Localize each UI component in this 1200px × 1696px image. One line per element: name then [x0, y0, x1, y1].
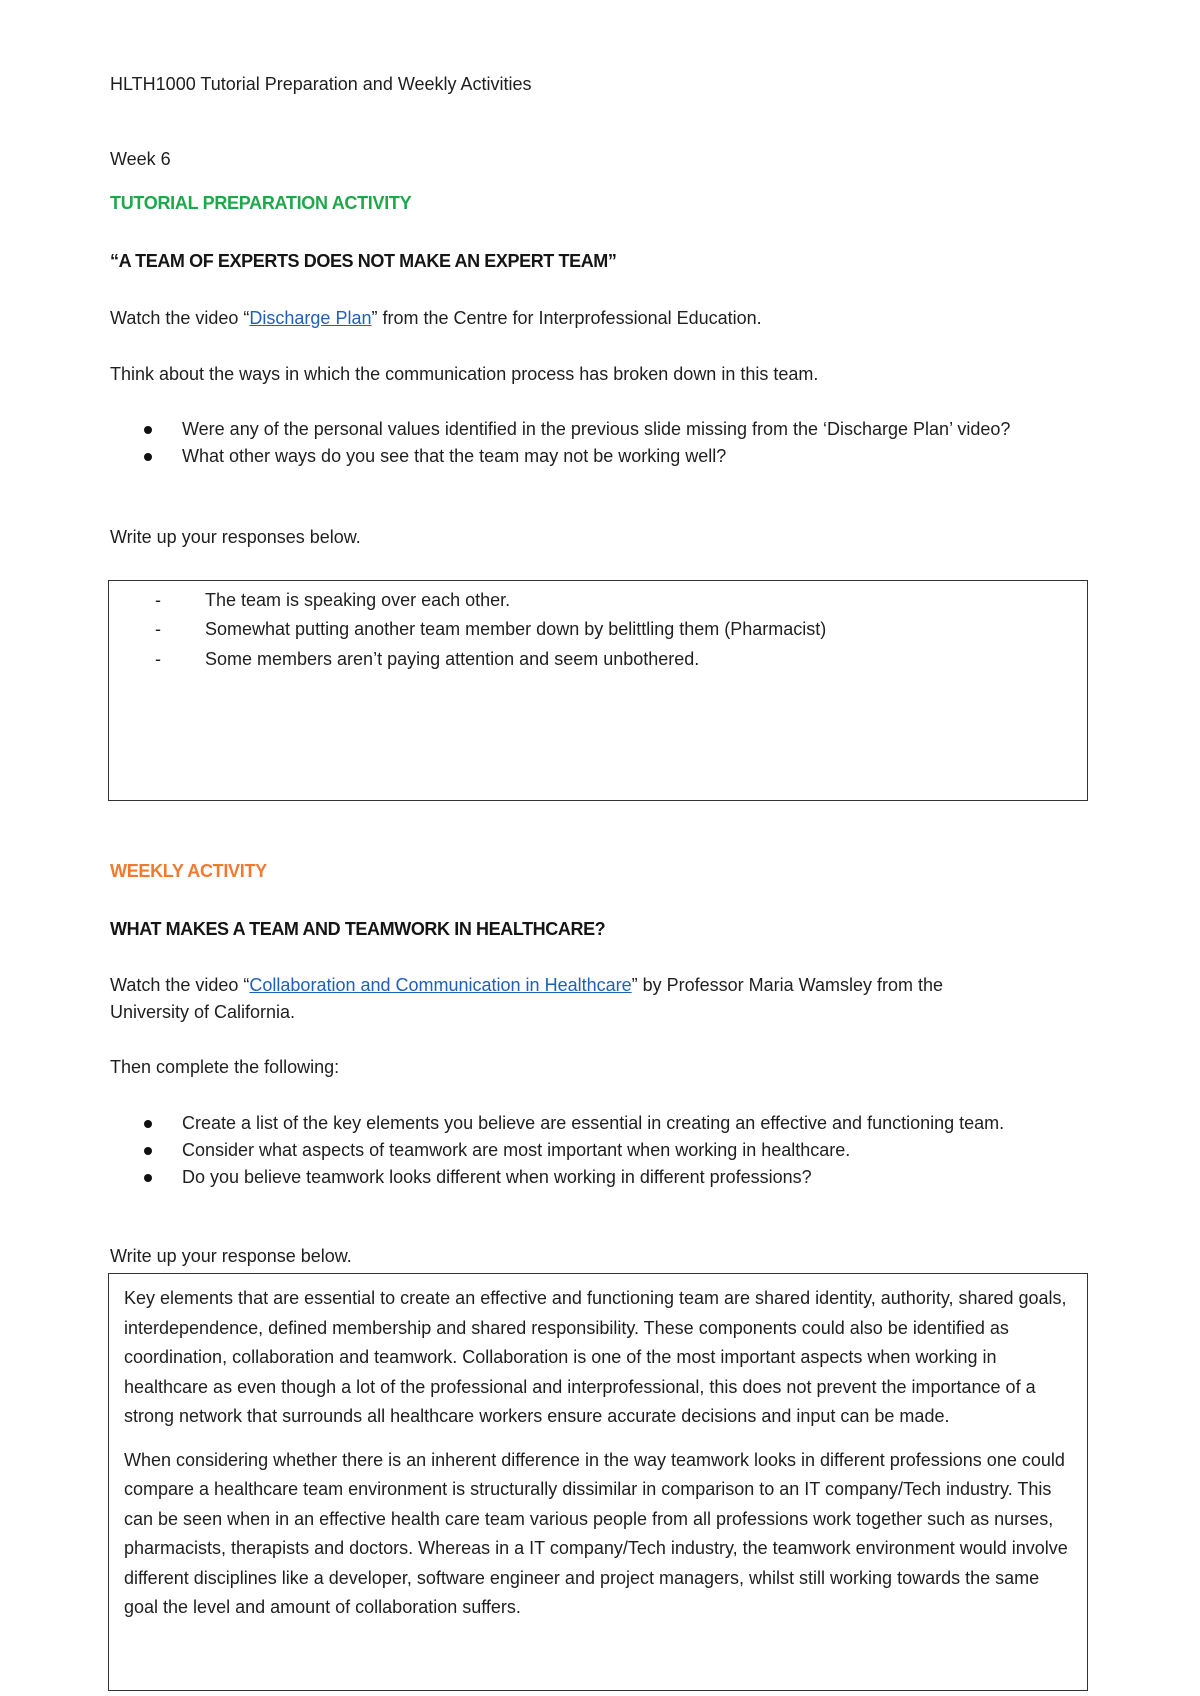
weekly-response-box[interactable]	[108, 1273, 1088, 1691]
watch-suffix: ” from the Centre for Interprofessional Education.	[371, 308, 762, 328]
response-item	[155, 619, 827, 640]
response-item	[155, 649, 700, 670]
tutorial-heading: “A TEAM OF EXPERTS DOES NOT MAKE AN EXPERT TEAM”	[110, 251, 617, 271]
week-label: Week 6	[110, 149, 171, 169]
response-paragraph: When considering whether there is an inherent difference in the way teamwork looks in different professions one could compare a healthcare team environment is structurally dissimilar in comparison to an IT company/Tech industry. This can be seen when in an effective health care team various people from all professions work together such as nurses, pharmacists, therapists and doctors. Whereas in a IT company/Tech industry, the teamwork environment would involve different disciplines like a developer, software engineer and project managers, whilst still working towards the same goal the level and amount of collaboration suffers.	[124, 1449, 1068, 1617]
tutorial-bullet-list	[110, 416, 1070, 470]
tutorial-watch-line	[110, 308, 762, 329]
discharge-plan-video-link[interactable]: Discharge Plan	[249, 308, 372, 328]
weekly-bullet-list	[110, 1110, 1070, 1191]
response-paragraph: Key elements that are essential to create an effective and functioning team are shared identity, authority, shared goals, interdependence, defined membership and shared responsibility. These components could also be identified as coordination, collaboration and teamwork. Collaboration is one of the most important aspects when working in healthcare as even though a lot of the professional and interprofessional, this does not prevent the importance of a strong network that surrounds all healthcare workers ensure accurate decisions and input can be made.	[124, 1288, 1067, 1426]
tutorial-bullet-item: What other ways do you see that the team may not be working well?	[110, 443, 1070, 470]
response-text: Some members aren’t paying attention and seem unbothered.	[205, 649, 700, 669]
collaboration-video-link[interactable]: Collaboration and Communication in Healthcare	[249, 975, 632, 995]
dash-marker: -	[155, 649, 161, 669]
weekly-then-text: Then complete the following:	[110, 1057, 340, 1077]
tutorial-write-up-prompt: Write up your responses below.	[110, 527, 361, 547]
watch-prefix: Watch the video “	[110, 308, 250, 328]
tutorial-section-label: TUTORIAL PREPARATION ACTIVITY	[110, 193, 412, 213]
tutorial-think-text: Think about the ways in which the communication process has broken down in this team.	[110, 364, 819, 384]
response-text: The team is speaking over each other.	[205, 590, 511, 610]
tutorial-bullet-item: Were any of the personal values identified in the previous slide missing from the ‘Discharge Plan’ video?	[110, 416, 1070, 443]
dash-marker: -	[155, 590, 161, 610]
weekly-write-up-prompt: Write up your response below.	[110, 1246, 352, 1266]
weekly-bullet-item: Create a list of the key elements you believe are essential in creating an effective and functioning team.	[110, 1110, 1070, 1137]
response-text: Somewhat putting another team member down by belittling them (Pharmacist)	[205, 619, 827, 639]
weekly-bullet-item: Consider what aspects of teamwork are most important when working in healthcare.	[110, 1137, 1070, 1164]
tutorial-response-box[interactable]	[108, 580, 1088, 801]
weekly-watch-line	[110, 975, 943, 996]
watch-prefix: Watch the video “	[110, 975, 250, 995]
dash-marker: -	[155, 619, 161, 639]
watch-suffix: ” by Professor Maria Wamsley from the	[631, 975, 944, 995]
response-item	[155, 590, 511, 611]
document-header: HLTH1000 Tutorial Preparation and Weekly Activities	[110, 74, 532, 94]
weekly-section-label: WEEKLY ACTIVITY	[110, 861, 267, 881]
weekly-heading: WHAT MAKES A TEAM AND TEAMWORK IN HEALTHCARE?	[110, 919, 606, 939]
weekly-watch-line-2: University of California.	[110, 1002, 296, 1022]
weekly-bullet-item: Do you believe teamwork looks different when working in different professions?	[110, 1164, 1070, 1191]
